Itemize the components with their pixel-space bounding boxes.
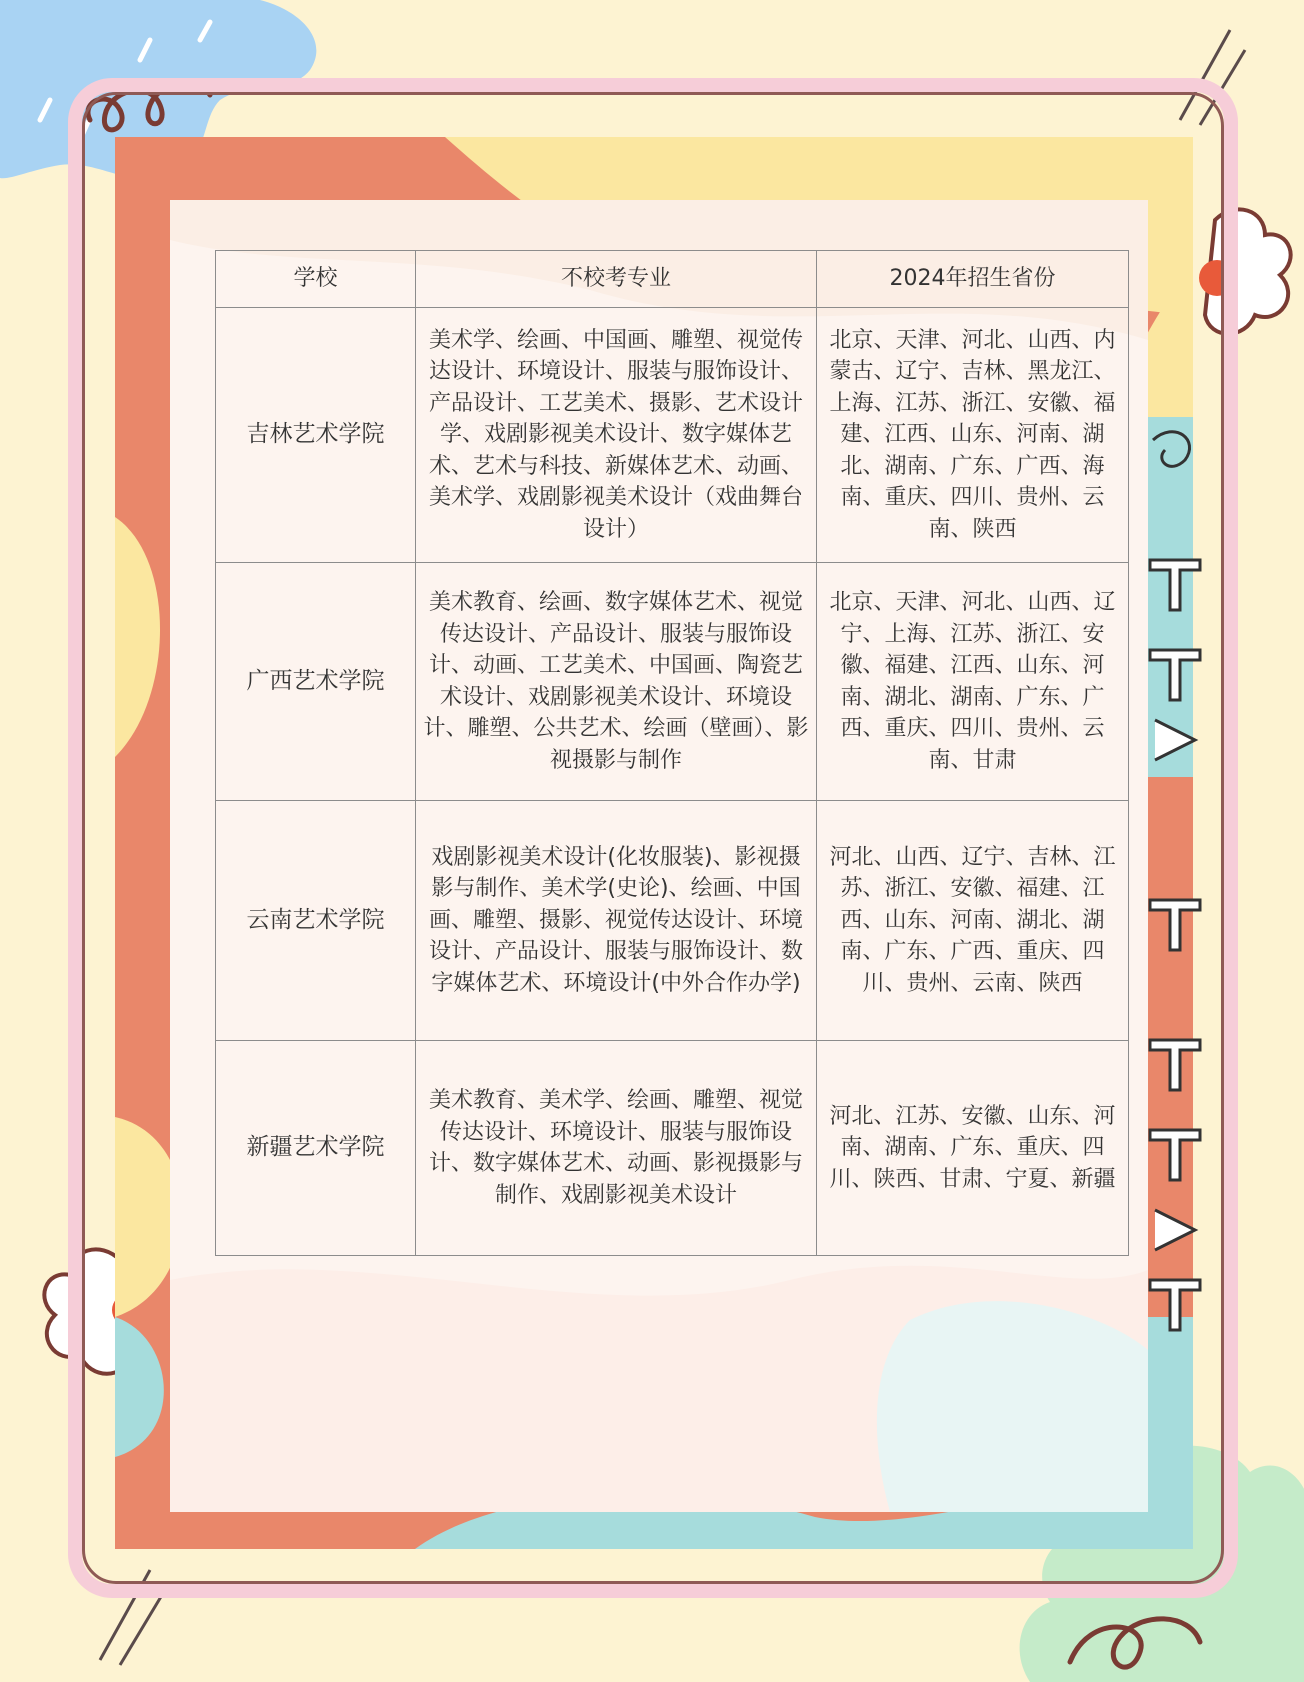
provinces-cell: 河北、江苏、安徽、山东、河南、湖南、广东、重庆、四川、陕西、甘肃、宁夏、新疆 [817,1041,1129,1256]
table-row [216,308,1129,563]
school-cell: 吉林艺术学院 [216,308,416,563]
header-school: 学校 [216,251,416,308]
provinces-cell: 河北、山西、辽宁、吉林、江苏、浙江、安徽、福建、江西、山东、河南、湖北、湖南、广东、广西、重庆、四川、贵州、云南、陕西 [817,801,1129,1041]
table-row [216,1041,1129,1256]
table-row [216,801,1129,1041]
table-header-row [216,251,1129,308]
header-majors: 不校考专业 [416,251,817,308]
provinces-cell: 北京、天津、河北、山西、辽宁、上海、江苏、浙江、安徽、福建、江西、山东、河南、湖北、湖南、广东、广西、重庆、四川、贵州、云南、甘肃 [817,563,1129,801]
school-cell: 新疆艺术学院 [216,1041,416,1256]
majors-cell: 美术教育、美术学、绘画、雕塑、视觉传达设计、环境设计、服装与服饰设计、数字媒体艺术、动画、影视摄影与制作、戏剧影视美术设计 [416,1041,817,1256]
school-cell: 广西艺术学院 [216,563,416,801]
majors-cell: 戏剧影视美术设计(化妆服装)、影视摄影与制作、美术学(史论)、绘画、中国画、雕塑、摄影、视觉传达设计、环境设计、产品设计、服装与服饰设计、数字媒体艺术、环境设计(中外合作办学) [416,801,817,1041]
majors-cell: 美术教育、绘画、数字媒体艺术、视觉传达设计、产品设计、服装与服饰设计、动画、工艺美术、中国画、陶瓷艺术设计、戏剧影视美术设计、环境设计、雕塑、公共艺术、绘画（壁画）、影视摄影与制作 [416,563,817,801]
provinces-cell: 北京、天津、河北、山西、内蒙古、辽宁、吉林、黑龙江、上海、江苏、浙江、安徽、福建、江西、山东、河南、湖北、湖南、广东、广西、海南、重庆、四川、贵州、云南、陕西 [817,308,1129,563]
table-row [216,563,1129,801]
header-provinces: 2024年招生省份 [817,251,1129,308]
majors-cell: 美术学、绘画、中国画、雕塑、视觉传达设计、环境设计、服装与服饰设计、产品设计、工艺美术、摄影、艺术设计学、戏剧影视美术设计、数字媒体艺术、艺术与科技、新媒体艺术、动画、美术学、戏剧影视美术设计（戏曲舞台设计） [416,308,817,563]
school-cell: 云南艺术学院 [216,801,416,1041]
admissions-table-container [215,250,1128,1256]
vertical-watermark-letters [1145,420,1205,1380]
admissions-table [215,250,1129,1256]
